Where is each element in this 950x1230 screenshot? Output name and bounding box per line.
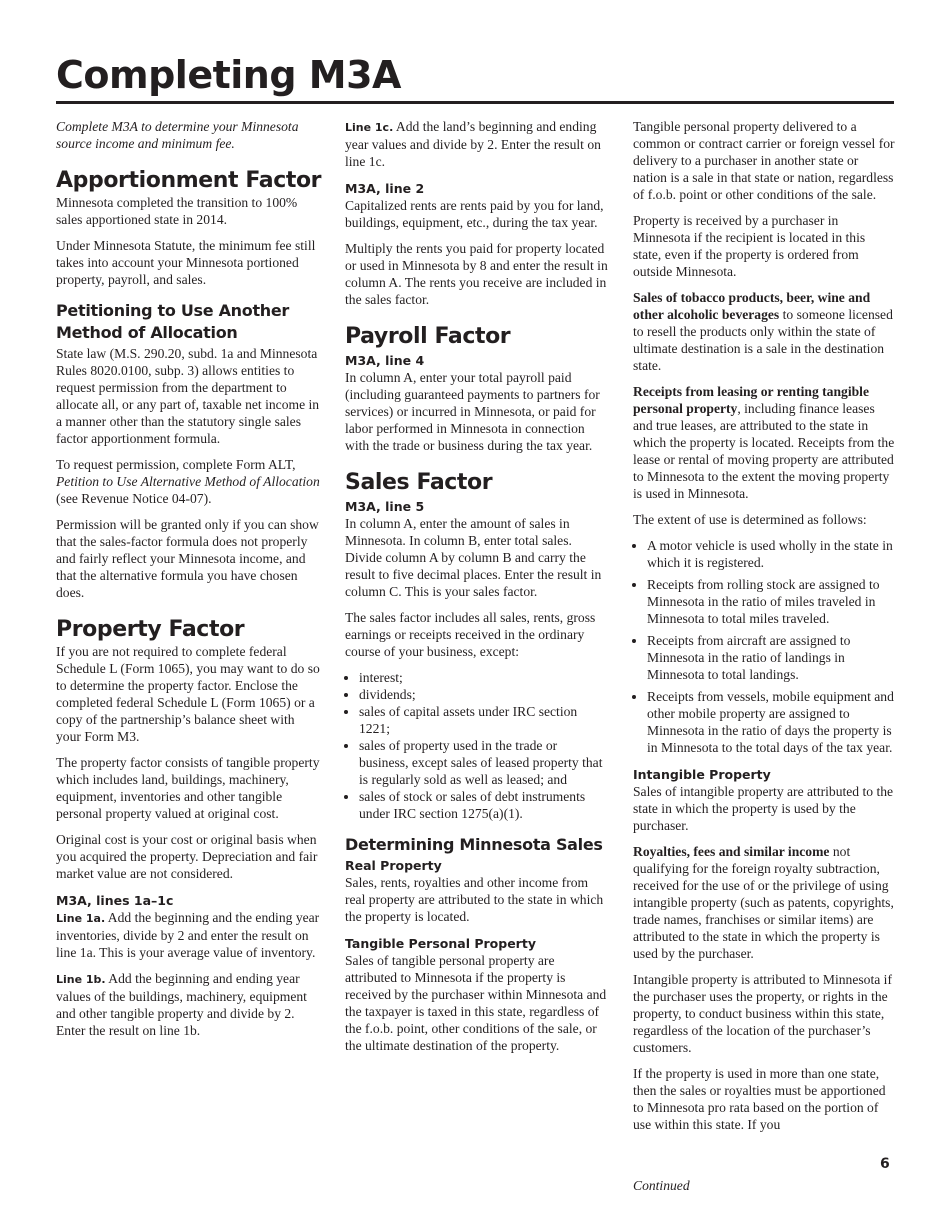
payroll-heading: Payroll Factor — [345, 324, 511, 349]
line-1a-label: Line 1a. — [56, 912, 106, 925]
determining-heading: Determining Minnesota Sales — [345, 835, 603, 854]
line-2-p1: Capitalized rents are rents paid by you for land, buildings, equipment, etc., during the tax year. — [345, 198, 604, 230]
royalties-bold: Royalties, fees and similar income — [633, 844, 830, 859]
line-1b-body: Add the beginning and ending year values of the buildings, machinery, equipment and other tangible property and divide by 2. Enter the result on line 1b. — [56, 971, 307, 1038]
page-title: Completing M3A — [56, 53, 401, 97]
apportionment-heading: Apportionment Factor — [56, 168, 322, 193]
tobacco-rest: to someone licensed to resell the products only within the state of ultimate destination is a sale in the destination state. — [633, 307, 893, 373]
tangible-p3: Property is received by a purchaser in Minnesota if the recipient is located in this state, even if the property is ordered from outside Minnesota. — [633, 213, 866, 279]
property-p2: The property factor consists of tangible property which includes land, buildings, machinery, equipment, inventories and other tangible personal property valued at original cost. — [56, 755, 320, 821]
payroll-p1: In column A, enter your total payroll paid (including guaranteed payments to partners for services) or incurred in Minnesota, or paid for labor performed in Minnesota in connection with the trade or business during the tax year. — [345, 370, 600, 453]
intangible-p4: If the property is used in more than one state, then the sales or royalties must be apportioned to Minnesota pro rata based on the portion of use within this state. If you — [633, 1066, 886, 1132]
sales-exceptions-list — [345, 669, 609, 822]
real-property-text: Sales, rents, royalties and other income from real property are attributed to the state in which the property is located. — [345, 875, 604, 924]
petitioning-heading: Petitioning to Use Another Method of Allocation — [56, 301, 290, 342]
list-item: • A motor vehicle is used wholly in the state in which it is registered. — [647, 537, 895, 571]
payroll-subheading: M3A, line 4 — [345, 353, 425, 368]
column-1 — [56, 118, 322, 1048]
line-1c-text — [345, 118, 609, 170]
intro-text: Complete M3A to determine your Minnesota source income and minimum fee. — [56, 119, 299, 151]
column-2 — [345, 118, 609, 1063]
intangible-heading: Intangible Property — [633, 767, 771, 782]
line-2-p2: Multiply the rents you paid for property located or used in Minnesota by 8 and enter the result in column A. The rents you receive are included in the sales factor. — [345, 241, 608, 307]
tobacco-bold: Sales of tobacco products, beer, wine and other alcoholic beverages — [633, 290, 871, 322]
line-1b-label: Line 1b. — [56, 973, 106, 986]
leasing-text — [633, 383, 895, 502]
continued-label: Continued — [633, 1178, 690, 1193]
list-item: • dividends; — [359, 686, 609, 703]
title-rule — [56, 101, 894, 104]
petitioning-p2-pre: To request permission, complete Form ALT, — [56, 457, 296, 472]
form-alt-title: Petition to Use Alternative Method of Allocation — [56, 474, 320, 489]
petitioning-p1: State law (M.S. 290.20, subd. 1a and Minnesota Rules 8020.0100, subp. 3) allows entities to request permission from the department to allocate all, or any part of, taxable net income in a manner other than the statutory single sales factor apportionment formula. — [56, 346, 320, 446]
line-1c-label: Line 1c. — [345, 121, 394, 134]
leasing-rest: , including finance leases and true leases, are attributed to the state in which the property is located. Receipts from the lease or rental of moving property are attributed to Minnesota to the extent the moving property is used in Minnesota. — [633, 401, 895, 501]
list-item: • sales of capital assets under IRC section 1221; — [359, 703, 609, 737]
page-number: 6 — [880, 1156, 890, 1172]
petitioning-p2 — [56, 456, 322, 507]
list-item: • sales of property used in the trade or business, except sales of leased property that is regularly sold as well as leased; and — [359, 737, 609, 788]
tangible-p2: Tangible personal property delivered to a common or contract carrier or foreign vessel for delivery to a purchaser in another state or nation is a sale in that state or nation, regardless of f.o.b. point or other conditions of the sale. — [633, 119, 895, 202]
sales-heading: Sales Factor — [345, 470, 493, 495]
tobacco-text — [633, 289, 895, 374]
lines-1a-1c-heading: M3A, lines 1a–1c — [56, 893, 174, 908]
petitioning-p2-post: (see Revenue Notice 04-07). — [56, 491, 212, 506]
royalties-rest: not qualifying for the foreign royalty subtraction, received for the use of or the privilege of using intangible property (such as patents, copyrights, trade names, franchises or similar items) are attributed to the state in which the property is used by the purchaser. — [633, 844, 894, 961]
sales-subheading: M3A, line 5 — [345, 499, 425, 514]
extent-intro: The extent of use is determined as follows: — [633, 512, 867, 527]
property-p3: Original cost is your cost or original basis when you acquired the property. Depreciation and fair market value are not considered. — [56, 832, 318, 881]
petitioning-p3: Permission will be granted only if you can show that the sales-factor formula does not properly and fairly reflect your Minnesota income, and that the alternative formula you have chosen does. — [56, 517, 319, 600]
real-property-heading: Real Property — [345, 858, 442, 873]
intangible-p1: Sales of intangible property are attributed to the state in which the property is used by the purchaser. — [633, 784, 894, 833]
list-item: • Receipts from vessels, mobile equipment and other mobile property are assigned to Minnesota in the ratio of days the property is in Minnesota to the total days of the tax year. — [647, 688, 895, 756]
list-item: • Receipts from aircraft are assigned to Minnesota in the ratio of landings in Minnesota to total landings. — [647, 632, 895, 683]
column-3 — [633, 118, 895, 1142]
sales-p2: The sales factor includes all sales, rents, gross earnings or receipts received in the ordinary course of your business, except: — [345, 610, 596, 659]
property-heading: Property Factor — [56, 617, 245, 642]
tangible-p1: Sales of tangible personal property are attributed to Minnesota if the property is received by the purchaser within Minnesota and the taxpayer is taxed in this state, regardless of the f.o.b. point, other conditions of the sale, or the ultimate destination of the property. — [345, 953, 607, 1053]
line-1b-text — [56, 970, 322, 1039]
list-item: • interest; — [359, 669, 609, 686]
apportionment-p1: Minnesota completed the transition to 100% sales apportioned state in 2014. — [56, 195, 298, 227]
list-item: • sales of stock or sales of debt instruments under IRC section 1275(a)(1). — [359, 788, 609, 822]
line-2-heading: M3A, line 2 — [345, 181, 425, 196]
tangible-property-heading: Tangible Personal Property — [345, 936, 536, 951]
line-1a-text — [56, 909, 322, 961]
line-1c-body: Add the land’s beginning and ending year values and divide by 2. Enter the result on line 1c. — [345, 119, 601, 169]
apportionment-p2: Under Minnesota Statute, the minimum fee still takes into account your Minnesota portioned property, payroll, and sales. — [56, 238, 316, 287]
extent-list — [633, 537, 895, 756]
sales-p1: In column A, enter the amount of sales in Minnesota. In column B, enter total sales. Divide column A by column B and carry the result to five decimal places. Enter the result in column C. This is your sales factor. — [345, 516, 602, 599]
property-p1: If you are not required to complete federal Schedule L (Form 1065), you may want to do so to determine the property factor. Enclose the completed federal Schedule L (Form 1065) or a copy of the partnership’s balance sheet with your Form M3. — [56, 644, 320, 744]
line-1a-body: Add the beginning and the ending year inventories, divide by 2 and enter the result on line 1a. This is your average value of inventory. — [56, 910, 320, 960]
royalties-text — [633, 843, 895, 962]
intangible-p3: Intangible property is attributed to Minnesota if the purchaser uses the property, or rights in the property, to conduct business within this state, regardless of the location of the purchaser’s customers. — [633, 972, 892, 1055]
leasing-bold: Receipts from leasing or renting tangible personal property — [633, 384, 869, 416]
list-item: • Receipts from rolling stock are assigned to Minnesota in the ratio of miles traveled in Minnesota to total miles traveled. — [647, 576, 895, 627]
